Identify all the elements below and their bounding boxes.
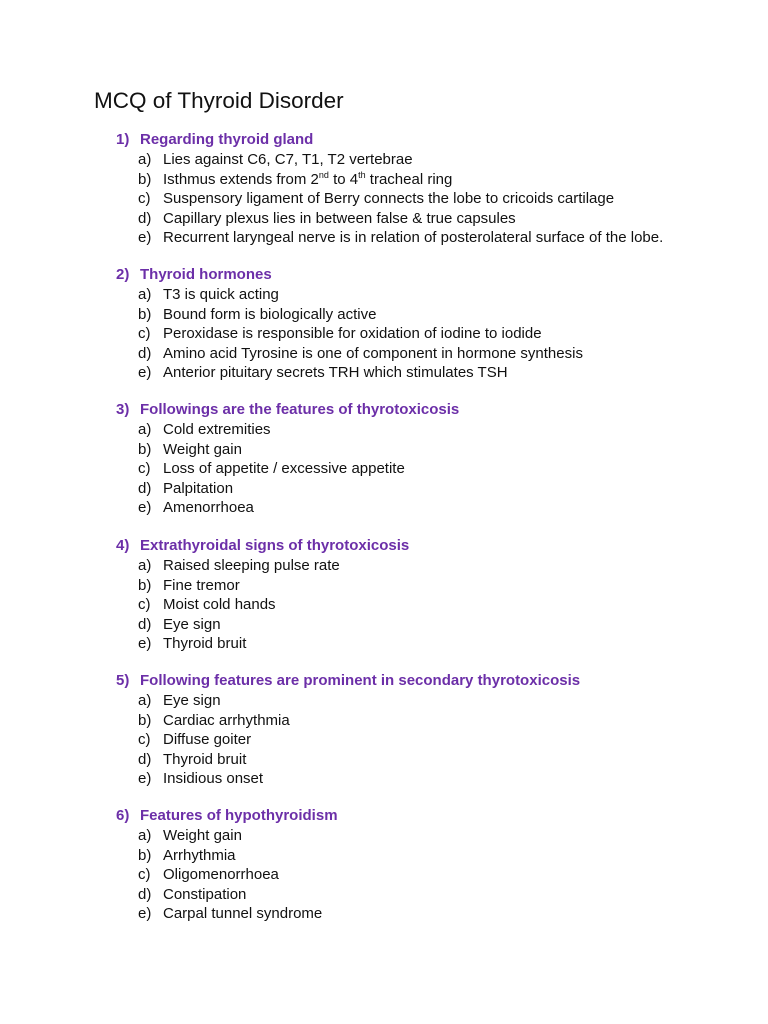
option-letter: c) [138, 190, 151, 207]
option-b [138, 846, 236, 865]
option-text: Weight gain [163, 827, 242, 844]
option-letter: a) [138, 286, 152, 303]
option-d [138, 750, 246, 769]
option-a [138, 150, 413, 169]
option-letter: b) [138, 305, 152, 323]
option-letter: d) [138, 615, 152, 633]
option-e [138, 769, 263, 788]
option-a [138, 691, 221, 710]
option-letter: b) [138, 170, 152, 188]
option-letter: c) [138, 866, 151, 883]
option-c [138, 595, 276, 614]
option-text: Capillary plexus lies in between false & true capsules [163, 209, 516, 227]
option-letter: e) [138, 499, 152, 516]
question-number: 5) [116, 672, 130, 689]
option-letter: e) [138, 770, 152, 787]
question-text: Extrathyroidal signs of thyrotoxicosis [140, 537, 410, 554]
option-b [138, 576, 240, 595]
option-c [138, 189, 614, 208]
question-stem [116, 265, 272, 284]
option-e [138, 228, 663, 247]
question-text: Thyroid hormones [140, 266, 272, 283]
option-letter: e) [138, 635, 152, 652]
question-stem [116, 806, 338, 825]
option-text: Eye sign [163, 692, 221, 709]
option-c [138, 865, 279, 884]
option-text: Thyroid bruit [163, 635, 247, 652]
option-text: Arrhythmia [163, 846, 236, 864]
option-letter: c) [138, 460, 151, 477]
option-text: Raised sleeping pulse rate [163, 557, 340, 574]
question-stem [116, 536, 409, 555]
option-a [138, 556, 340, 575]
option-letter: d) [138, 885, 152, 903]
option-text: Anterior pituitary secrets TRH which stimulates TSH [163, 364, 508, 381]
option-text: Insidious onset [163, 770, 264, 787]
option-letter: a) [138, 557, 152, 574]
option-letter: c) [138, 325, 151, 342]
option-a [138, 420, 271, 439]
question-number: 3) [116, 401, 130, 418]
question-stem [116, 400, 459, 419]
option-letter: b) [138, 846, 152, 864]
option-b [138, 711, 290, 730]
option-text: Lies against C6, C7, T1, T2 vertebrae [163, 151, 413, 168]
option-letter: d) [138, 750, 152, 768]
option-text: Recurrent laryngeal nerve is in relation of posterolateral surface of the lobe. [163, 229, 664, 246]
option-b [138, 170, 452, 189]
option-text: Constipation [163, 885, 247, 903]
option-text: Cardiac arrhythmia [163, 711, 290, 729]
option-c [138, 459, 405, 478]
option-d [138, 479, 233, 498]
option-d [138, 344, 583, 363]
option-e [138, 634, 246, 653]
option-b [138, 440, 242, 459]
question-text: Following features are prominent in secondary thyrotoxicosis [140, 672, 581, 689]
option-d [138, 209, 516, 228]
option-e [138, 904, 322, 923]
option-text: Amino acid Tyrosine is one of component in hormone synthesis [163, 344, 583, 362]
option-letter: e) [138, 905, 152, 922]
option-text: Peroxidase is responsible for oxidation of iodine to iodide [163, 325, 542, 342]
option-text: Eye sign [163, 615, 221, 633]
option-e [138, 498, 254, 517]
option-c [138, 324, 542, 343]
option-letter: a) [138, 421, 152, 438]
option-text: Oligomenorrhoea [163, 866, 279, 883]
option-text: Diffuse goiter [163, 731, 252, 748]
option-letter: d) [138, 479, 152, 497]
question-number: 1) [116, 131, 130, 148]
option-d [138, 885, 246, 904]
option-letter: c) [138, 596, 151, 613]
option-letter: b) [138, 576, 152, 594]
option-letter: d) [138, 209, 152, 227]
option-letter: c) [138, 731, 151, 748]
question-stem [116, 671, 580, 690]
option-e [138, 363, 508, 382]
option-text-part: Isthmus extends from 2 [163, 170, 319, 188]
option-d [138, 615, 221, 634]
superscript: nd [318, 169, 329, 180]
option-text: Moist cold hands [163, 596, 276, 613]
option-letter: a) [138, 151, 152, 168]
option-text: Fine tremor [163, 576, 240, 594]
option-b [138, 305, 376, 324]
option-text: Palpitation [163, 479, 234, 497]
superscript: th [358, 169, 366, 180]
question-text: Regarding thyroid gland [140, 131, 314, 148]
page-title: MCQ of Thyroid Disorder [94, 88, 344, 113]
option-letter: e) [138, 364, 152, 381]
question-number: 6) [116, 807, 130, 824]
question-stem [116, 130, 313, 149]
option-text: Loss of appetite / excessive appetite [163, 460, 405, 477]
option-c [138, 730, 251, 749]
option-text: Weight gain [163, 440, 242, 458]
question-number: 2) [116, 266, 130, 283]
question-number: 4) [116, 537, 130, 554]
option-letter: a) [138, 692, 152, 709]
option-text: Bound form is biologically active [163, 305, 377, 323]
option-text: Carpal tunnel syndrome [163, 905, 323, 922]
option-text: Thyroid bruit [163, 750, 247, 768]
option-a [138, 285, 279, 304]
option-text: T3 is quick acting [163, 286, 279, 303]
option-text: Suspensory ligament of Berry connects the lobe to cricoids cartilage [163, 190, 615, 207]
option-text-part: to 4 [328, 170, 359, 188]
option-a [138, 826, 242, 845]
option-letter: d) [138, 344, 152, 362]
question-text: Features of hypothyroidism [140, 807, 338, 824]
option-text: Cold extremities [163, 421, 271, 438]
question-text: Followings are the features of thyrotoxicosis [140, 401, 460, 418]
option-text-part: tracheal ring [365, 170, 453, 188]
option-letter: e) [138, 229, 152, 246]
option-letter: b) [138, 440, 152, 458]
option-text: Amenorrhoea [163, 499, 254, 516]
option-letter: b) [138, 711, 152, 729]
option-letter: a) [138, 827, 152, 844]
